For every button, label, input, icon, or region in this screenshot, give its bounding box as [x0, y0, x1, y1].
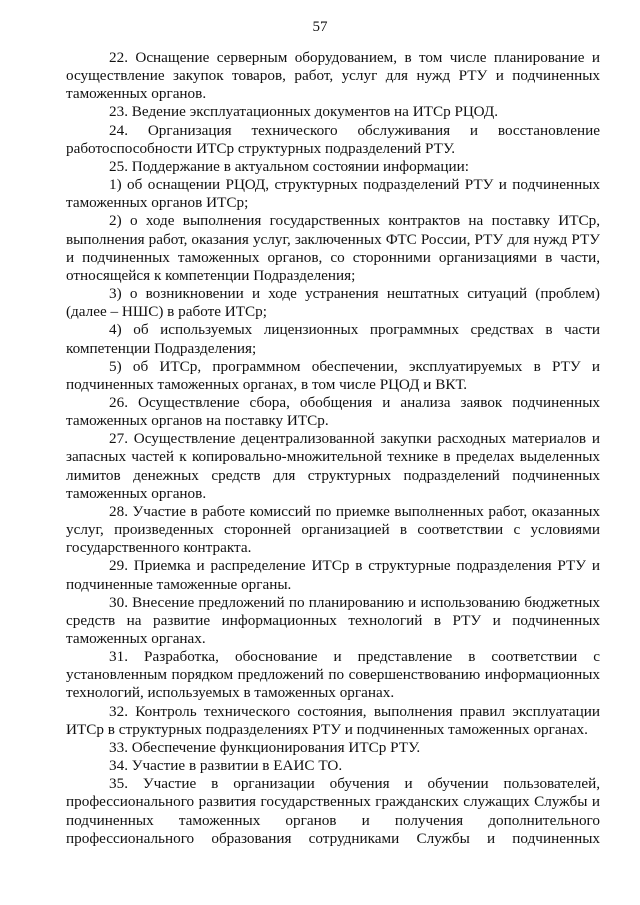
paragraph-26: 26. Осуществление сбора, обобщения и анализа заявок подчиненных таможенных органов на поставку ИТСр. — [66, 393, 600, 430]
page-number: 57 — [312, 19, 328, 35]
paragraph-25-item-4: 4) об используемых лицензионных программных средствах в части компетенции Подразделения; — [66, 321, 600, 357]
paragraph-34: 34. Участие в развитии в ЕАИС ТО. — [109, 757, 343, 775]
paragraph-33: 33. Обеспечение функционирования ИТСр РТУ. — [109, 738, 421, 756]
paragraph-23: 23. Ведение эксплуатационных документов на ИТСр РЦОД. — [109, 103, 499, 121]
paragraph-25-item-3: 3) о возникновении и ходе устранения нештатных ситуаций (проблем) (далее – НШС) в работе ИТСр; — [66, 285, 600, 321]
paragraph-30: 30. Внесение предложений по планированию и использованию бюджетных средств на развитие информационных технологий в РТУ и подчиненных таможенных органах. — [66, 593, 600, 647]
paragraph-28: 28. Участие в работе комиссий по приемке выполненных работ, оказанных услуг, произведенных сторонней организацией в соответствии с условиями государственного контракта. — [66, 502, 600, 557]
paragraph-22: 22. Оснащение серверным оборудованием, в том числе планирование и осуществление закупок товаров, работ, услуг для нужд РТУ и подчиненных таможенных органов. — [66, 49, 600, 103]
paragraph-32: 32. Контроль технического состояния, выполнения правил эксплуатации ИТСр в структурных подразделениях РТУ и подчиненных таможенных органах. — [66, 702, 600, 738]
paragraph-25: 25. Поддержание в актуальном состоянии информации: — [109, 157, 469, 175]
paragraph-25-item-1: 1) об оснащении РЦОД, структурных подразделений РТУ и подчиненных таможенных органов ИТСр; — [66, 176, 600, 212]
paragraph-25-item-5: 5) об ИТСр, программном обеспечении, эксплуатируемых в РТУ и подчиненных таможенных органах, в том числе РЦОД и ВКТ. — [66, 357, 600, 393]
paragraph-27: 27. Осуществление децентрализованной закупки расходных материалов и запасных частей к копировально-множительной технике в пределах выделенных лимитов денежных средств для структурных подразделений подчиненных таможенных органов. — [66, 430, 600, 502]
paragraph-35: 35. Участие в организации обучения и обучении пользователей, профессионального развития государственных гражданских служащих Службы и подчиненных таможенных органов и получения дополнительного профессионального образования сотрудниками Службы и подчиненных — [66, 775, 600, 847]
paragraph-31: 31. Разработка, обоснование и представление в соответствии с установленным порядком предложений по совершенствованию информационных технологий, используемых в таможенных органах. — [66, 648, 600, 702]
paragraph-29: 29. Приемка и распределение ИТСр в структурные подразделения РТУ и подчиненные таможенные органы. — [66, 557, 600, 593]
paragraph-25-item-2: 2) о ходе выполнения государственных контрактов на поставку ИТСр, выполнения работ, оказания услуг, заключенных ФТС России, РТУ для нужд РТУ и подчиненных таможенных органов, со сторонними организациями в части, относящейся к компетенции Подразделения; — [66, 212, 600, 284]
paragraph-24: 24. Организация технического обслуживания и восстановление работоспособности ИТСр структурных подразделений РТУ. — [66, 121, 600, 157]
document-body — [66, 49, 600, 848]
